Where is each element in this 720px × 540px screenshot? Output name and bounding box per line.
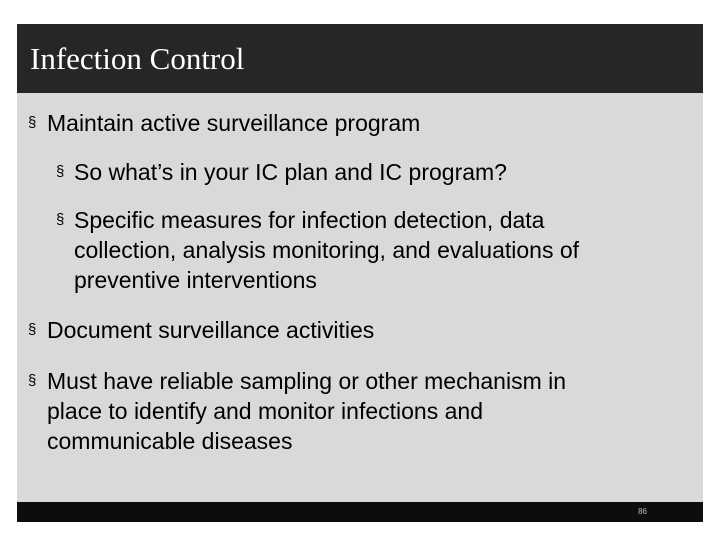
bullet-marker-icon: § (28, 114, 37, 131)
bullet-line: communicable diseases (47, 428, 293, 454)
bullet-marker-icon: § (56, 211, 65, 228)
bullet-line: collection, analysis monitoring, and evaluations of (74, 237, 580, 263)
bullet-marker-icon: § (28, 372, 37, 389)
footer-bar (17, 502, 703, 522)
bullet-line: Must have reliable sampling or other mechanism in (47, 368, 567, 394)
bullet-line: Specific measures for infection detection, data (74, 207, 545, 233)
slide (17, 24, 703, 522)
sub-bullet-specific-measures (56, 205, 579, 295)
bullet-line: Maintain active surveillance program (47, 110, 421, 136)
bullet-reliable-sampling (28, 366, 566, 456)
bullet-marker-icon: § (56, 163, 65, 180)
bullet-line: So what’s in your IC plan and IC program? (74, 159, 507, 185)
page-number: 86 (638, 507, 647, 516)
sub-bullet-ic-plan (56, 157, 507, 187)
title-bar (17, 24, 703, 93)
bullet-line: place to identify and monitor infections and (47, 398, 483, 424)
bullet-maintain-surveillance (28, 108, 420, 138)
bullet-line: preventive interventions (74, 267, 317, 293)
bullet-line: Document surveillance activities (47, 317, 375, 343)
slide-title: Infection Control (30, 41, 245, 76)
bullet-marker-icon: § (28, 321, 37, 338)
bullet-document-activities (28, 315, 374, 345)
